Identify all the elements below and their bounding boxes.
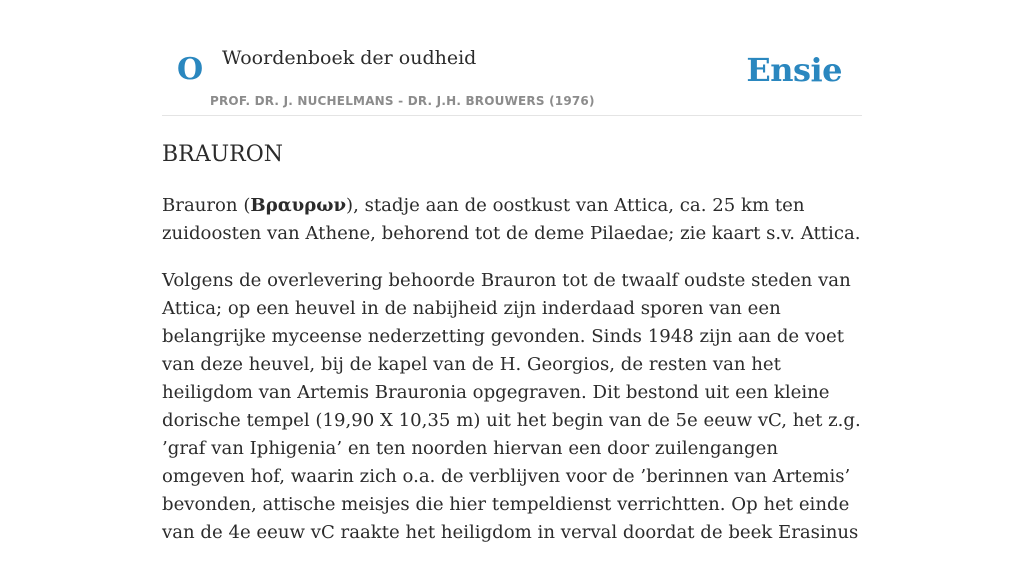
page [162,0,862,543]
paragraph-1-intro: Brauron ( [162,195,251,216]
paragraph-1-text: ), stadje aan de oostkust van Attica, ca. 25 km ten zuidoosten van Athene, behorend tot de deme Pilaedae; zie kaart s.v. Attica. [162,195,861,244]
ensie-logo[interactable]: Ensie [746,51,842,89]
entry-content [162,192,862,566]
book-authors: PROF. DR. J. NUCHELMANS - DR. J.H. BROUWERS (1976) [210,94,595,108]
entry-title: BRAURON [162,142,284,167]
entry-paragraph-2: Volgens de overlevering behoorde Brauron tot de twaalf oudste steden van Attica; op een heuvel in de nabijheid zijn inderdaad sporen van een belangrijke myceense nederzetting gevonden. Sinds 1948 zijn aan de voet van deze heuvel, bij de kapel van de H. Georgios, de resten van het heiligdom van Artemis Brauronia opgegraven. Dit bestond uit een kleine dorische tempel (19,90 X 10,35 m) uit het begin van de 5e eeuw vC, het z.g. ’graf van Iphigenia’ en ten noorden hiervan een door zuilengangen omgeven hof, waarin zich o.a. de verblijven voor de ’berinnen van Artemis’ bevonden, attische meisjes die hier tempeldienst verrichtten. Op het einde van de 4e eeuw vC raakte het heiligdom in verval doordat de beek Erasinus [162,270,861,543]
entry-paragraph-1 [162,192,862,248]
book-title-link[interactable]: Woordenboek der oudheid [222,47,477,69]
greek-term: Βραυρων [250,195,347,216]
book-letter-badge[interactable]: O [177,52,204,87]
header [162,0,862,116]
